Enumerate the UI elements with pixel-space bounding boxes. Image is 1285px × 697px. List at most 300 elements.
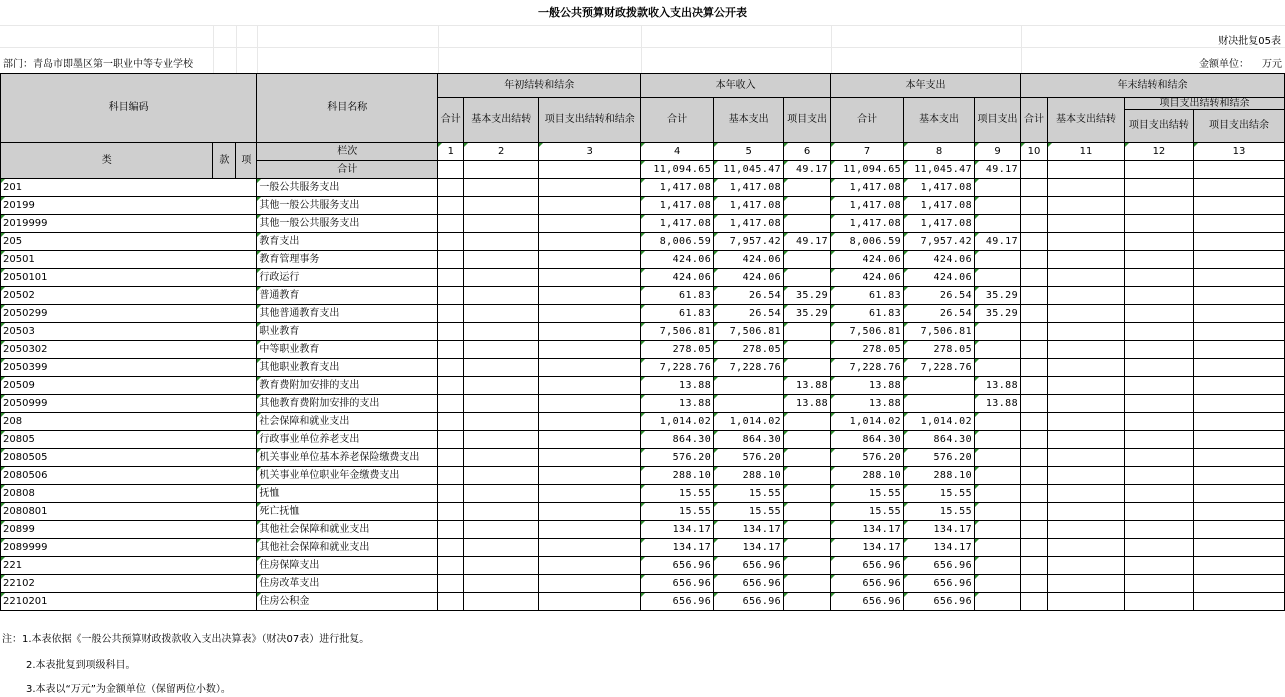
begin-balance-cell xyxy=(438,251,464,269)
begin-balance-cell xyxy=(438,431,464,449)
subject-name: 行政事业单位养老支出 xyxy=(257,431,438,449)
begin-balance-cell xyxy=(464,521,539,539)
end-balance-cell xyxy=(1047,251,1124,269)
subject-code: 2050299 xyxy=(1,305,257,323)
end-balance-cell xyxy=(1047,593,1124,611)
end-balance-cell xyxy=(1124,323,1193,341)
value-cell-in-basic: 15.55 xyxy=(714,503,784,521)
header-end-project-group: 项目支出结转和结余 xyxy=(1124,98,1284,110)
value-cell-ex-basic: 278.05 xyxy=(904,341,975,359)
table-row xyxy=(1,215,1285,233)
value-cell-ex-basic: 864.30 xyxy=(904,431,975,449)
end-balance-cell xyxy=(1047,485,1124,503)
value-cell-in-project xyxy=(784,215,831,233)
subject-name: 教育支出 xyxy=(257,233,438,251)
sum-cell-empty xyxy=(1021,161,1048,179)
value-cell-in-basic: 424.06 xyxy=(714,269,784,287)
table-row xyxy=(1,287,1285,305)
page-title: 一般公共预算财政拨款收入支出决算公开表 xyxy=(538,6,747,19)
column-number: 7 xyxy=(831,143,904,161)
end-balance-cell xyxy=(1021,431,1048,449)
value-cell-in-basic: 1,014.02 xyxy=(714,413,784,431)
header-end-project-surplus: 项目支出结余 xyxy=(1193,110,1284,143)
subject-code: 2210201 xyxy=(1,593,257,611)
value-cell-in-basic: 864.30 xyxy=(714,431,784,449)
end-balance-cell xyxy=(1124,233,1193,251)
end-balance-cell xyxy=(1124,431,1193,449)
value-cell-in-total: 288.10 xyxy=(641,467,714,485)
end-balance-cell xyxy=(1193,449,1284,467)
value-cell-in-project: 35.29 xyxy=(784,287,831,305)
subject-name: 住房保障支出 xyxy=(257,557,438,575)
subject-code: 20509 xyxy=(1,377,257,395)
header-income-project: 项目支出 xyxy=(784,98,831,143)
value-cell-in-project xyxy=(784,323,831,341)
end-balance-cell xyxy=(1193,521,1284,539)
value-cell-ex-basic: 656.96 xyxy=(904,593,975,611)
value-cell-in-project xyxy=(784,197,831,215)
end-balance-cell xyxy=(1021,323,1048,341)
subject-code: 201 xyxy=(1,179,257,197)
end-balance-cell xyxy=(1047,359,1124,377)
begin-balance-cell xyxy=(464,575,539,593)
subject-name: 其他教育费附加安排的支出 xyxy=(257,395,438,413)
column-number: 13 xyxy=(1193,143,1284,161)
gridline xyxy=(236,25,237,73)
end-balance-cell xyxy=(1124,215,1193,233)
value-cell-in-basic: 424.06 xyxy=(714,251,784,269)
table-row xyxy=(1,179,1285,197)
subject-name: 其他一般公共服务支出 xyxy=(257,215,438,233)
value-cell-ex-total: 576.20 xyxy=(831,449,904,467)
begin-balance-cell xyxy=(464,233,539,251)
value-cell-in-basic: 656.96 xyxy=(714,593,784,611)
header-end-balance: 年末结转和结余 xyxy=(1021,74,1285,98)
sum-cell-in-total: 11,094.65 xyxy=(641,161,714,179)
value-cell-ex-project xyxy=(975,251,1021,269)
value-cell-ex-project xyxy=(975,323,1021,341)
header-expense: 本年支出 xyxy=(831,74,1021,98)
value-cell-ex-total: 1,417.08 xyxy=(831,179,904,197)
end-balance-cell xyxy=(1124,269,1193,287)
end-balance-cell xyxy=(1193,341,1284,359)
table-row xyxy=(1,341,1285,359)
subject-name: 职业教育 xyxy=(257,323,438,341)
end-balance-cell xyxy=(1124,341,1193,359)
value-cell-ex-project xyxy=(975,485,1021,503)
value-cell-ex-project xyxy=(975,521,1021,539)
end-balance-cell xyxy=(1021,359,1048,377)
end-balance-cell xyxy=(1047,197,1124,215)
begin-balance-cell xyxy=(464,215,539,233)
value-cell-ex-project xyxy=(975,341,1021,359)
end-balance-cell xyxy=(1021,341,1048,359)
value-cell-ex-project xyxy=(975,467,1021,485)
begin-balance-cell xyxy=(464,197,539,215)
subject-code: 20502 xyxy=(1,287,257,305)
value-cell-in-project xyxy=(784,449,831,467)
value-cell-in-project xyxy=(784,485,831,503)
begin-balance-cell xyxy=(438,287,464,305)
header-begin-balance: 年初结转和结余 xyxy=(438,74,641,98)
value-cell-in-total: 134.17 xyxy=(641,539,714,557)
value-cell-ex-basic: 134.17 xyxy=(904,521,975,539)
table-row xyxy=(1,521,1285,539)
value-cell-ex-total: 13.88 xyxy=(831,377,904,395)
begin-balance-cell xyxy=(438,395,464,413)
begin-balance-cell xyxy=(438,269,464,287)
table-row xyxy=(1,323,1285,341)
sum-label: 合计 xyxy=(257,161,438,179)
sum-cell-ex-basic: 11,045.47 xyxy=(904,161,975,179)
table-row xyxy=(1,413,1285,431)
begin-balance-cell xyxy=(438,377,464,395)
value-cell-in-project xyxy=(784,413,831,431)
value-cell-ex-total: 656.96 xyxy=(831,593,904,611)
sum-cell-empty xyxy=(1124,161,1193,179)
header-income-total: 合计 xyxy=(641,98,714,143)
value-cell-ex-total: 656.96 xyxy=(831,557,904,575)
end-balance-cell xyxy=(1021,233,1048,251)
header-expense-basic: 基本支出 xyxy=(904,98,975,143)
begin-balance-cell xyxy=(464,269,539,287)
end-balance-cell xyxy=(1047,467,1124,485)
value-cell-in-total: 864.30 xyxy=(641,431,714,449)
subject-name: 一般公共服务支出 xyxy=(257,179,438,197)
value-cell-in-total: 13.88 xyxy=(641,377,714,395)
gridline xyxy=(641,25,642,73)
begin-balance-cell xyxy=(438,521,464,539)
gridline xyxy=(0,25,1285,26)
end-balance-cell xyxy=(1047,269,1124,287)
unit-value: 万元 xyxy=(1262,59,1282,70)
begin-balance-cell xyxy=(464,323,539,341)
begin-balance-cell xyxy=(464,503,539,521)
value-cell-ex-project xyxy=(975,269,1021,287)
begin-balance-cell xyxy=(464,305,539,323)
table-row xyxy=(1,431,1285,449)
subject-name: 教育管理事务 xyxy=(257,251,438,269)
value-cell-ex-project xyxy=(975,413,1021,431)
value-cell-ex-basic: 656.96 xyxy=(904,575,975,593)
value-cell-in-total: 7,228.76 xyxy=(641,359,714,377)
subject-code: 20808 xyxy=(1,485,257,503)
end-balance-cell xyxy=(1047,575,1124,593)
value-cell-ex-project: 49.17 xyxy=(975,233,1021,251)
gridline xyxy=(438,25,439,73)
end-balance-cell xyxy=(1124,521,1193,539)
begin-balance-cell xyxy=(464,359,539,377)
value-cell-in-project: 49.17 xyxy=(784,233,831,251)
begin-balance-cell xyxy=(464,377,539,395)
end-balance-cell xyxy=(1021,557,1048,575)
subject-code: 205 xyxy=(1,233,257,251)
value-cell-in-basic: 288.10 xyxy=(714,467,784,485)
table-row xyxy=(1,539,1285,557)
header-expense-total: 合计 xyxy=(831,98,904,143)
sum-cell-empty xyxy=(1193,161,1284,179)
begin-balance-cell xyxy=(539,521,641,539)
end-balance-cell xyxy=(1193,575,1284,593)
subject-code: 2080505 xyxy=(1,449,257,467)
value-cell-ex-basic: 15.55 xyxy=(904,485,975,503)
begin-balance-cell xyxy=(539,395,641,413)
begin-balance-cell xyxy=(464,395,539,413)
value-cell-ex-total: 288.10 xyxy=(831,467,904,485)
value-cell-in-basic: 1,417.08 xyxy=(714,179,784,197)
value-cell-ex-project xyxy=(975,503,1021,521)
value-cell-in-basic xyxy=(714,395,784,413)
table-row xyxy=(1,485,1285,503)
gridline xyxy=(257,25,258,73)
end-balance-cell xyxy=(1124,503,1193,521)
gridline xyxy=(831,25,832,73)
end-balance-cell xyxy=(1124,413,1193,431)
value-cell-in-project: 35.29 xyxy=(784,305,831,323)
column-number: 1 xyxy=(438,143,464,161)
table-row xyxy=(1,395,1285,413)
value-cell-in-basic: 7,957.42 xyxy=(714,233,784,251)
value-cell-ex-project xyxy=(975,575,1021,593)
begin-balance-cell xyxy=(539,557,641,575)
value-cell-in-total: 278.05 xyxy=(641,341,714,359)
end-balance-cell xyxy=(1124,575,1193,593)
sum-cell-ex-project: 49.17 xyxy=(975,161,1021,179)
value-cell-ex-project: 13.88 xyxy=(975,395,1021,413)
end-balance-cell xyxy=(1193,287,1284,305)
header-lei: 类 xyxy=(1,143,213,179)
value-cell-in-project xyxy=(784,521,831,539)
value-cell-ex-project xyxy=(975,539,1021,557)
end-balance-cell xyxy=(1124,287,1193,305)
begin-balance-cell xyxy=(438,413,464,431)
end-balance-cell xyxy=(1021,485,1048,503)
end-balance-cell xyxy=(1193,251,1284,269)
value-cell-in-project xyxy=(784,251,831,269)
value-cell-in-total: 656.96 xyxy=(641,557,714,575)
value-cell-in-basic: 1,417.08 xyxy=(714,197,784,215)
column-number: 12 xyxy=(1124,143,1193,161)
value-cell-in-project xyxy=(784,557,831,575)
end-balance-cell xyxy=(1124,377,1193,395)
subject-code: 2089999 xyxy=(1,539,257,557)
subject-code: 2050399 xyxy=(1,359,257,377)
form-code: 财决批复05表 xyxy=(1218,36,1281,47)
value-cell-in-project xyxy=(784,503,831,521)
value-cell-ex-project xyxy=(975,215,1021,233)
value-cell-in-basic: 656.96 xyxy=(714,557,784,575)
begin-balance-cell xyxy=(539,269,641,287)
value-cell-in-basic: 15.55 xyxy=(714,485,784,503)
table-row xyxy=(1,449,1285,467)
end-balance-cell xyxy=(1047,449,1124,467)
value-cell-ex-total: 15.55 xyxy=(831,503,904,521)
begin-balance-cell xyxy=(539,503,641,521)
begin-balance-cell xyxy=(438,557,464,575)
value-cell-ex-total: 1,417.08 xyxy=(831,197,904,215)
begin-balance-cell xyxy=(464,341,539,359)
end-balance-cell xyxy=(1124,593,1193,611)
subject-code: 20501 xyxy=(1,251,257,269)
value-cell-in-basic xyxy=(714,377,784,395)
value-cell-ex-project xyxy=(975,431,1021,449)
subject-name: 死亡抚恤 xyxy=(257,503,438,521)
subject-code: 2080506 xyxy=(1,467,257,485)
begin-balance-cell xyxy=(464,467,539,485)
begin-balance-cell xyxy=(438,233,464,251)
value-cell-in-project xyxy=(784,539,831,557)
subject-code: 20199 xyxy=(1,197,257,215)
begin-balance-cell xyxy=(464,485,539,503)
header-kuan: 款 xyxy=(213,143,236,179)
sum-cell-in-project: 49.17 xyxy=(784,161,831,179)
end-balance-cell xyxy=(1047,503,1124,521)
end-balance-cell xyxy=(1021,413,1048,431)
end-balance-cell xyxy=(1193,359,1284,377)
header-begin-total: 合计 xyxy=(438,98,464,143)
value-cell-in-total: 8,006.59 xyxy=(641,233,714,251)
value-cell-ex-total: 424.06 xyxy=(831,251,904,269)
value-cell-ex-basic: 288.10 xyxy=(904,467,975,485)
value-cell-in-total: 656.96 xyxy=(641,575,714,593)
value-cell-ex-basic xyxy=(904,395,975,413)
table-row xyxy=(1,269,1285,287)
value-cell-in-total: 1,417.08 xyxy=(641,197,714,215)
begin-balance-cell xyxy=(539,575,641,593)
begin-balance-cell xyxy=(539,377,641,395)
value-cell-ex-total: 7,506.81 xyxy=(831,323,904,341)
begin-balance-cell xyxy=(464,539,539,557)
end-balance-cell xyxy=(1047,521,1124,539)
subject-name: 其他普通教育支出 xyxy=(257,305,438,323)
value-cell-ex-basic: 134.17 xyxy=(904,539,975,557)
value-cell-ex-basic: 7,506.81 xyxy=(904,323,975,341)
value-cell-ex-total: 134.17 xyxy=(831,539,904,557)
begin-balance-cell xyxy=(464,431,539,449)
begin-balance-cell xyxy=(539,593,641,611)
value-cell-in-total: 656.96 xyxy=(641,593,714,611)
begin-balance-cell xyxy=(464,413,539,431)
end-balance-cell xyxy=(1193,503,1284,521)
value-cell-in-basic: 26.54 xyxy=(714,287,784,305)
value-cell-in-basic: 26.54 xyxy=(714,305,784,323)
value-cell-in-basic: 134.17 xyxy=(714,521,784,539)
table-row xyxy=(1,467,1285,485)
subject-name: 其他社会保障和就业支出 xyxy=(257,539,438,557)
value-cell-in-basic: 134.17 xyxy=(714,539,784,557)
end-balance-cell xyxy=(1193,413,1284,431)
value-cell-ex-total: 864.30 xyxy=(831,431,904,449)
end-balance-cell xyxy=(1124,395,1193,413)
end-balance-cell xyxy=(1021,539,1048,557)
subject-code: 2080801 xyxy=(1,503,257,521)
begin-balance-cell xyxy=(539,449,641,467)
begin-balance-cell xyxy=(438,305,464,323)
value-cell-in-total: 61.83 xyxy=(641,305,714,323)
end-balance-cell xyxy=(1047,341,1124,359)
value-cell-ex-total: 656.96 xyxy=(831,575,904,593)
begin-balance-cell xyxy=(438,197,464,215)
table-row xyxy=(1,251,1285,269)
sum-cell-in-basic: 11,045.47 xyxy=(714,161,784,179)
value-cell-ex-basic: 15.55 xyxy=(904,503,975,521)
begin-balance-cell xyxy=(539,323,641,341)
department-label: 部门：青岛市即墨区第一职业中等专业学校 xyxy=(3,59,193,70)
value-cell-in-total: 576.20 xyxy=(641,449,714,467)
value-cell-ex-total: 134.17 xyxy=(831,521,904,539)
table-row xyxy=(1,197,1285,215)
end-balance-cell xyxy=(1193,215,1284,233)
subject-name: 其他社会保障和就业支出 xyxy=(257,521,438,539)
subject-code: 221 xyxy=(1,557,257,575)
end-balance-cell xyxy=(1047,431,1124,449)
end-balance-cell xyxy=(1193,377,1284,395)
begin-balance-cell xyxy=(438,323,464,341)
end-balance-cell xyxy=(1047,233,1124,251)
subject-name: 住房改革支出 xyxy=(257,575,438,593)
end-balance-cell xyxy=(1193,395,1284,413)
column-number: 3 xyxy=(539,143,641,161)
header-income: 本年收入 xyxy=(641,74,831,98)
end-balance-cell xyxy=(1047,179,1124,197)
table-row xyxy=(1,593,1285,611)
value-cell-ex-project xyxy=(975,557,1021,575)
end-balance-cell xyxy=(1124,557,1193,575)
value-cell-ex-basic: 576.20 xyxy=(904,449,975,467)
subject-name: 社会保障和就业支出 xyxy=(257,413,438,431)
value-cell-ex-basic: 1,014.02 xyxy=(904,413,975,431)
subject-code: 2050101 xyxy=(1,269,257,287)
table-row xyxy=(1,305,1285,323)
value-cell-in-project: 13.88 xyxy=(784,377,831,395)
end-balance-cell xyxy=(1124,179,1193,197)
value-cell-in-project: 13.88 xyxy=(784,395,831,413)
subject-name: 其他一般公共服务支出 xyxy=(257,197,438,215)
value-cell-in-project xyxy=(784,341,831,359)
end-balance-cell xyxy=(1124,305,1193,323)
header-xiang: 项 xyxy=(236,143,257,179)
header-end-basic-carry: 基本支出结转 xyxy=(1047,98,1124,143)
subject-code: 20805 xyxy=(1,431,257,449)
begin-balance-cell xyxy=(464,557,539,575)
value-cell-in-basic: 278.05 xyxy=(714,341,784,359)
end-balance-cell xyxy=(1047,215,1124,233)
end-balance-cell xyxy=(1193,197,1284,215)
end-balance-cell xyxy=(1193,179,1284,197)
value-cell-ex-basic: 656.96 xyxy=(904,557,975,575)
table-row xyxy=(1,359,1285,377)
value-cell-in-total: 7,506.81 xyxy=(641,323,714,341)
begin-balance-cell xyxy=(539,431,641,449)
begin-balance-cell xyxy=(438,575,464,593)
subject-code: 2050999 xyxy=(1,395,257,413)
value-cell-in-basic: 1,417.08 xyxy=(714,215,784,233)
end-balance-cell xyxy=(1124,251,1193,269)
end-balance-cell xyxy=(1047,395,1124,413)
value-cell-ex-total: 424.06 xyxy=(831,269,904,287)
subject-name: 住房公积金 xyxy=(257,593,438,611)
value-cell-ex-total: 1,417.08 xyxy=(831,215,904,233)
subject-code: 22102 xyxy=(1,575,257,593)
begin-balance-cell xyxy=(539,305,641,323)
value-cell-in-basic: 576.20 xyxy=(714,449,784,467)
value-cell-in-basic: 7,228.76 xyxy=(714,359,784,377)
begin-balance-cell xyxy=(539,539,641,557)
end-balance-cell xyxy=(1124,359,1193,377)
column-number: 5 xyxy=(714,143,784,161)
end-balance-cell xyxy=(1021,395,1048,413)
value-cell-ex-project: 35.29 xyxy=(975,287,1021,305)
